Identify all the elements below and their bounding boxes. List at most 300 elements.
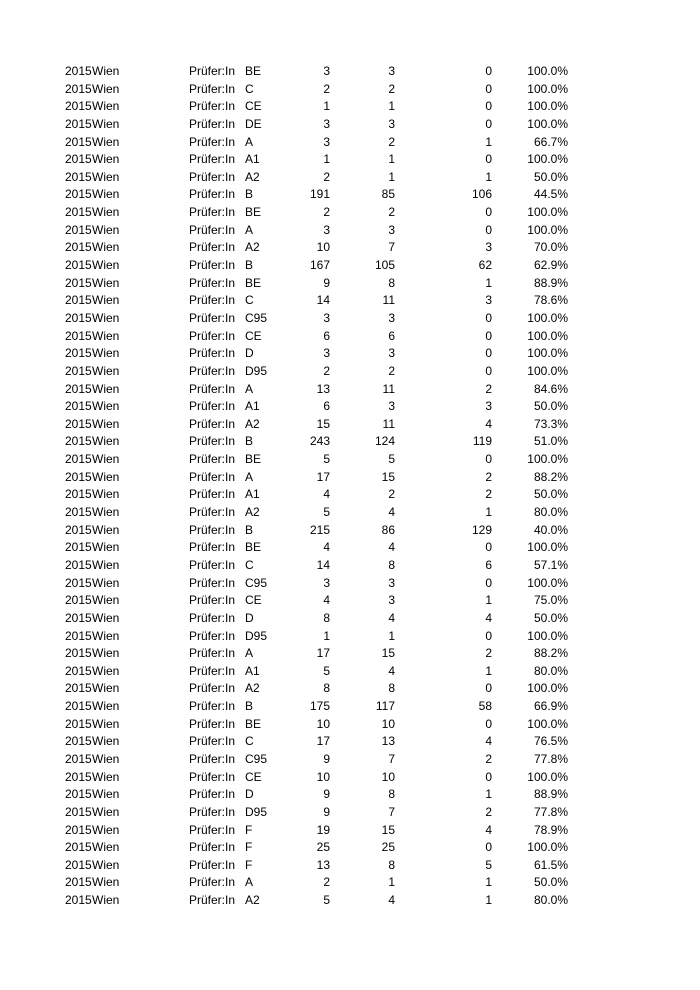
city-cell: Wien [92,452,120,467]
pass-rate-cell: 100.0% [527,452,568,467]
total-exams-cell: 5 [323,452,330,467]
pass-rate-cell: 70.0% [533,240,568,255]
city-cell: Wien [92,64,120,78]
city-cell: Wien [92,169,120,184]
license-class-cell: C [245,557,254,572]
year-cell: 2015 [65,64,92,78]
table-row [0,486,700,504]
pass-rate-cell: 100.0% [527,205,568,220]
passed-exams-cell: 4 [388,505,395,520]
examiner-role-cell: Prüfer:In [189,240,236,255]
license-class-cell: A [245,222,254,237]
examiner-role-cell: Prüfer:In [189,363,236,378]
year-cell: 2015 [65,734,92,749]
year-cell: 2015 [65,487,92,502]
failed-exams-cell: 119 [472,434,492,449]
city-cell: Wien [92,610,120,625]
year-cell: 2015 [65,751,92,766]
examiner-role-cell: Prüfer:In [189,275,236,290]
license-class-cell: CE [245,769,262,784]
year-cell: 2015 [65,610,92,625]
table-row [0,222,700,240]
examiner-role-cell: Prüfer:In [189,416,236,431]
examiner-role-cell: Prüfer:In [189,857,236,872]
total-exams-cell: 3 [323,346,330,361]
failed-exams-cell: 4 [485,734,492,749]
pass-rate-cell: 100.0% [527,99,568,114]
failed-exams-cell: 62 [478,258,492,273]
examiner-role-cell: Prüfer:In [189,64,236,78]
failed-exams-cell: 1 [485,505,492,520]
examiner-role-cell: Prüfer:In [189,875,236,890]
pass-rate-cell: 100.0% [527,540,568,555]
pass-rate-cell: 66.7% [533,134,568,149]
license-class-cell: A1 [245,152,260,167]
failed-exams-cell: 129 [471,522,492,537]
examiner-role-cell: Prüfer:In [189,522,236,537]
table-row [0,98,700,116]
city-cell: Wien [92,416,120,431]
table-row [0,680,700,698]
failed-exams-cell: 5 [485,857,492,872]
table-row [0,381,700,399]
failed-exams-cell: 0 [485,328,492,343]
examiner-role-cell: Prüfer:In [189,258,236,273]
table-row [0,504,700,522]
examiner-role-cell: Prüfer:In [189,205,236,220]
license-class-cell: BE [245,205,262,220]
failed-exams-cell: 0 [485,222,492,237]
year-cell: 2015 [65,681,92,696]
license-class-cell: D [245,610,254,625]
failed-exams-cell: 0 [485,363,492,378]
license-class-cell: D95 [245,628,268,643]
pass-rate-cell: 66.9% [533,699,568,714]
table-row [0,328,700,346]
total-exams-cell: 4 [323,487,330,502]
table-row [0,451,700,469]
total-exams-cell: 2 [323,363,330,378]
year-cell: 2015 [65,452,92,467]
year-cell: 2015 [65,469,92,484]
pass-rate-cell: 100.0% [527,81,568,96]
city-cell: Wien [92,222,120,237]
year-cell: 2015 [65,275,92,290]
city-cell: Wien [92,310,120,325]
license-class-cell: A2 [245,416,260,431]
examiner-role-cell: Prüfer:In [189,187,236,202]
year-cell: 2015 [65,169,92,184]
year-cell: 2015 [65,628,92,643]
total-exams-cell: 13 [316,381,330,396]
examiner-role-cell: Prüfer:In [189,116,236,131]
total-exams-cell: 3 [323,64,330,78]
pass-rate-cell: 80.0% [533,893,568,908]
total-exams-cell: 2 [323,875,330,890]
examiner-role-cell: Prüfer:In [189,152,236,167]
pass-rate-cell: 100.0% [527,222,568,237]
year-cell: 2015 [65,822,92,837]
failed-exams-cell: 3 [485,293,492,308]
passed-exams-cell: 11 [382,381,395,396]
passed-exams-cell: 15 [381,822,395,837]
examiner-role-cell: Prüfer:In [189,681,236,696]
passed-exams-cell: 3 [388,399,395,414]
year-cell: 2015 [65,416,92,431]
city-cell: Wien [92,857,120,872]
year-cell: 2015 [65,646,92,661]
total-exams-cell: 17 [316,646,330,661]
table-row [0,310,700,328]
license-class-cell: F [245,857,253,872]
year-cell: 2015 [65,769,92,784]
city-cell: Wien [92,363,120,378]
total-exams-cell: 5 [323,663,330,678]
examiner-role-cell: Prüfer:In [189,452,236,467]
license-class-cell: A2 [245,169,260,184]
city-cell: Wien [92,751,120,766]
pass-rate-cell: 51.0% [533,434,568,449]
table-row [0,416,700,434]
total-exams-cell: 14 [316,293,330,308]
year-cell: 2015 [65,81,92,96]
pass-rate-cell: 75.0% [533,593,568,608]
table-row [0,663,700,681]
failed-exams-cell: 0 [485,840,492,855]
license-class-cell: F [245,840,253,855]
passed-exams-cell: 3 [388,346,395,361]
license-class-cell: A2 [245,240,260,255]
passed-exams-cell: 10 [381,769,395,784]
city-cell: Wien [92,646,120,661]
year-cell: 2015 [65,116,92,131]
table-row [0,292,700,310]
year-cell: 2015 [65,399,92,414]
examiner-role-cell: Prüfer:In [189,99,236,114]
pass-rate-cell: 50.0% [533,610,568,625]
passed-exams-cell: 10 [381,716,395,731]
license-class-cell: A1 [245,487,260,502]
pass-rate-cell: 77.8% [533,804,568,819]
license-class-cell: BE [245,275,262,290]
year-cell: 2015 [65,540,92,555]
year-cell: 2015 [65,346,92,361]
pass-rate-cell: 73.3% [533,416,568,431]
year-cell: 2015 [65,363,92,378]
pass-rate-cell: 88.9% [533,275,568,290]
table-row [0,134,700,152]
passed-exams-cell: 3 [388,64,395,78]
passed-exams-cell: 1 [388,628,395,643]
failed-exams-cell: 1 [485,134,492,149]
total-exams-cell: 175 [309,699,330,714]
city-cell: Wien [92,628,120,643]
failed-exams-cell: 0 [485,81,492,96]
city-cell: Wien [92,293,120,308]
year-cell: 2015 [65,434,92,449]
city-cell: Wien [92,522,120,537]
year-cell: 2015 [65,310,92,325]
table-row [0,469,700,487]
table-row [0,698,700,716]
examiner-role-cell: Prüfer:In [189,593,236,608]
table-row [0,610,700,628]
year-cell: 2015 [65,99,92,114]
failed-exams-cell: 1 [485,875,492,890]
passed-exams-cell: 13 [381,734,395,749]
table-row [0,804,700,822]
examiner-role-cell: Prüfer:In [189,804,236,819]
license-class-cell: C [245,81,254,96]
examiner-role-cell: Prüfer:In [189,487,236,502]
total-exams-cell: 167 [309,258,330,273]
city-cell: Wien [92,593,120,608]
pass-rate-cell: 100.0% [527,346,568,361]
table-row [0,857,700,875]
total-exams-cell: 8 [323,610,330,625]
license-class-cell: A [245,469,254,484]
year-cell: 2015 [65,258,92,273]
year-cell: 2015 [65,575,92,590]
pass-rate-cell: 100.0% [527,840,568,855]
failed-exams-cell: 0 [485,452,492,467]
passed-exams-cell: 86 [381,522,395,537]
license-class-cell: D [245,787,254,802]
total-exams-cell: 2 [323,169,330,184]
year-cell: 2015 [65,593,92,608]
failed-exams-cell: 1 [485,787,492,802]
table-row [0,786,700,804]
license-class-cell: BE [245,540,262,555]
license-class-cell: A1 [245,399,260,414]
total-exams-cell: 3 [323,575,330,590]
pass-rate-cell: 80.0% [533,505,568,520]
failed-exams-cell: 0 [485,628,492,643]
passed-exams-cell: 1 [388,99,395,114]
pass-rate-cell: 50.0% [533,399,568,414]
year-cell: 2015 [65,522,92,537]
year-cell: 2015 [65,205,92,220]
license-class-cell: CE [245,99,262,114]
year-cell: 2015 [65,240,92,255]
examiner-role-cell: Prüfer:In [189,505,236,520]
pass-rate-cell: 50.0% [533,169,568,184]
table-row [0,186,700,204]
failed-exams-cell: 2 [485,487,492,502]
examiner-role-cell: Prüfer:In [189,293,236,308]
year-cell: 2015 [65,293,92,308]
license-class-cell: D [245,346,254,361]
examiner-role-cell: Prüfer:In [189,575,236,590]
examiner-role-cell: Prüfer:In [189,328,236,343]
examiner-role-cell: Prüfer:In [189,699,236,714]
license-class-cell: C95 [245,575,268,590]
license-class-cell: BE [245,64,262,78]
city-cell: Wien [92,893,120,908]
city-cell: Wien [92,716,120,731]
failed-exams-cell: 3 [485,240,492,255]
license-class-cell: C [245,293,254,308]
failed-exams-cell: 106 [471,187,492,202]
examiner-role-cell: Prüfer:In [189,893,236,908]
pass-rate-cell: 88.2% [533,469,568,484]
passed-exams-cell: 4 [388,663,395,678]
year-cell: 2015 [65,505,92,520]
license-class-cell: A1 [245,663,260,678]
passed-exams-cell: 2 [388,81,395,96]
license-class-cell: B [245,434,254,449]
passed-exams-cell: 11 [382,293,395,308]
city-cell: Wien [92,275,120,290]
year-cell: 2015 [65,840,92,855]
total-exams-cell: 2 [323,81,330,96]
license-class-cell: F [245,822,253,837]
city-cell: Wien [92,469,120,484]
table-row [0,169,700,187]
failed-exams-cell: 4 [485,822,492,837]
city-cell: Wien [92,205,120,220]
pass-rate-cell: 100.0% [527,681,568,696]
exam-results-table [0,63,700,910]
license-class-cell: D95 [245,804,268,819]
license-class-cell: A [245,875,254,890]
total-exams-cell: 191 [309,187,330,202]
pass-rate-cell: 88.9% [533,787,568,802]
city-cell: Wien [92,116,120,131]
passed-exams-cell: 2 [388,134,395,149]
examiner-role-cell: Prüfer:In [189,134,236,149]
year-cell: 2015 [65,557,92,572]
total-exams-cell: 2 [323,205,330,220]
city-cell: Wien [92,787,120,802]
total-exams-cell: 3 [323,134,330,149]
table-row [0,398,700,416]
license-class-cell: DE [245,116,262,131]
failed-exams-cell: 2 [485,804,492,819]
city-cell: Wien [92,328,120,343]
total-exams-cell: 1 [323,628,330,643]
examiner-role-cell: Prüfer:In [189,381,236,396]
passed-exams-cell: 1 [388,875,395,890]
total-exams-cell: 9 [323,787,330,802]
total-exams-cell: 9 [323,804,330,819]
passed-exams-cell: 7 [388,751,395,766]
examiner-role-cell: Prüfer:In [189,469,236,484]
passed-exams-cell: 3 [388,593,395,608]
city-cell: Wien [92,258,120,273]
failed-exams-cell: 58 [478,699,492,714]
passed-exams-cell: 6 [388,328,395,343]
pass-rate-cell: 57.1% [533,557,568,572]
failed-exams-cell: 0 [485,310,492,325]
passed-exams-cell: 3 [388,575,395,590]
city-cell: Wien [92,346,120,361]
table-row [0,151,700,169]
city-cell: Wien [92,99,120,114]
failed-exams-cell: 0 [485,346,492,361]
table-row [0,433,700,451]
pass-rate-cell: 100.0% [527,575,568,590]
total-exams-cell: 243 [309,434,330,449]
failed-exams-cell: 1 [485,893,492,908]
city-cell: Wien [92,804,120,819]
examiner-role-cell: Prüfer:In [189,822,236,837]
failed-exams-cell: 4 [485,610,492,625]
table-row [0,874,700,892]
license-class-cell: D95 [245,363,268,378]
passed-exams-cell: 11 [382,416,395,431]
year-cell: 2015 [65,663,92,678]
pass-rate-cell: 100.0% [527,152,568,167]
total-exams-cell: 6 [323,328,330,343]
pass-rate-cell: 100.0% [527,628,568,643]
city-cell: Wien [92,699,120,714]
failed-exams-cell: 3 [485,399,492,414]
total-exams-cell: 3 [323,116,330,131]
license-class-cell: B [245,187,254,202]
examiner-role-cell: Prüfer:In [189,81,236,96]
total-exams-cell: 1 [323,152,330,167]
table-row [0,275,700,293]
license-class-cell: BE [245,716,262,731]
table-row [0,363,700,381]
year-cell: 2015 [65,381,92,396]
examiner-role-cell: Prüfer:In [189,769,236,784]
passed-exams-cell: 1 [388,152,395,167]
total-exams-cell: 3 [323,222,330,237]
city-cell: Wien [92,134,120,149]
license-class-cell: A2 [245,505,260,520]
passed-exams-cell: 5 [388,452,395,467]
license-class-cell: C [245,734,254,749]
year-cell: 2015 [65,699,92,714]
examiner-role-cell: Prüfer:In [189,646,236,661]
passed-exams-cell: 117 [375,699,395,714]
city-cell: Wien [92,434,120,449]
license-class-cell: A2 [245,681,260,696]
table-row [0,81,700,99]
failed-exams-cell: 1 [485,663,492,678]
table-row [0,557,700,575]
failed-exams-cell: 0 [485,205,492,220]
total-exams-cell: 8 [323,681,330,696]
failed-exams-cell: 0 [485,575,492,590]
passed-exams-cell: 3 [388,116,395,131]
passed-exams-cell: 8 [388,857,395,872]
examiner-role-cell: Prüfer:In [189,222,236,237]
failed-exams-cell: 4 [485,416,492,431]
year-cell: 2015 [65,787,92,802]
city-cell: Wien [92,663,120,678]
total-exams-cell: 9 [323,751,330,766]
failed-exams-cell: 1 [485,169,492,184]
pass-rate-cell: 61.5% [533,857,568,872]
examiner-role-cell: Prüfer:In [189,399,236,414]
examiner-role-cell: Prüfer:In [189,716,236,731]
table-row [0,892,700,910]
license-class-cell: C95 [245,751,268,766]
license-class-cell: CE [245,593,262,608]
total-exams-cell: 10 [316,716,330,731]
table-row [0,239,700,257]
failed-exams-cell: 2 [485,646,492,661]
license-class-cell: B [245,699,254,714]
examiner-role-cell: Prüfer:In [189,663,236,678]
passed-exams-cell: 8 [388,557,395,572]
total-exams-cell: 4 [323,593,330,608]
table-row [0,575,700,593]
pass-rate-cell: 100.0% [527,310,568,325]
